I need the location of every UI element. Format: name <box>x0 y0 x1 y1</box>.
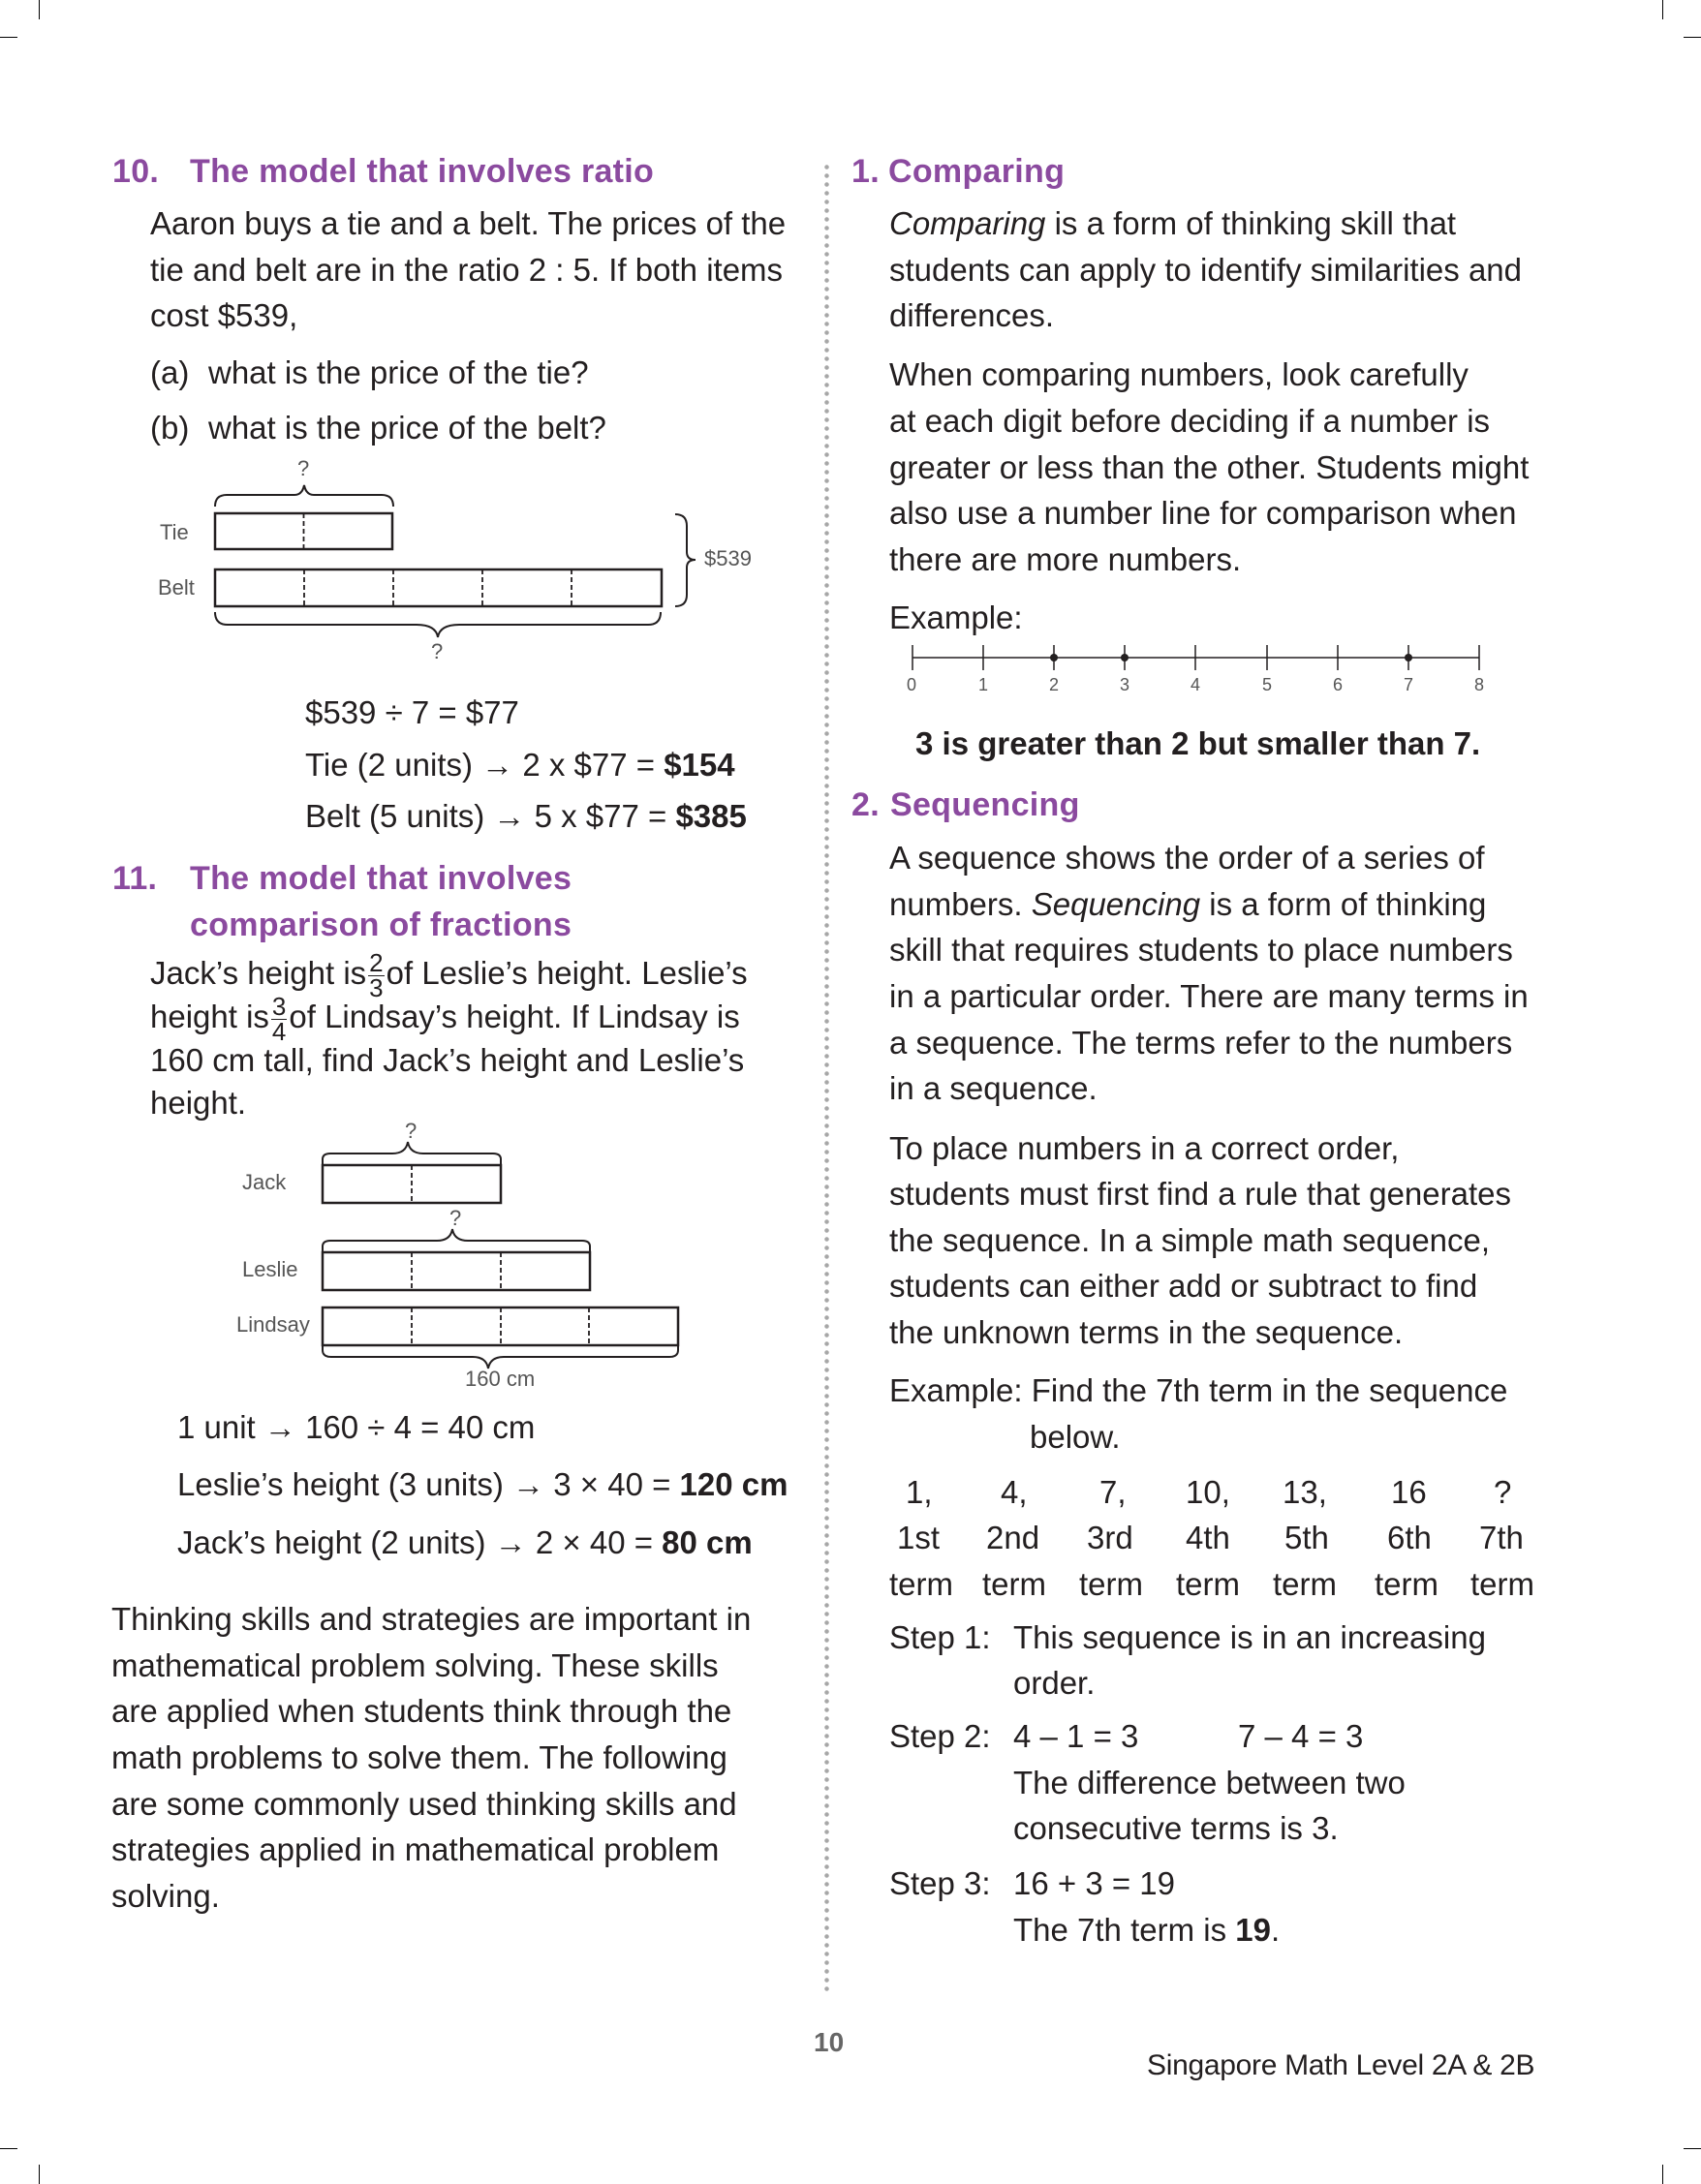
seq-term: term <box>1273 1566 1337 1602</box>
unknown-jack-label: ? <box>405 1119 418 1143</box>
intro-line: Thinking skills and strategies are important in <box>111 1601 752 1637</box>
s2-italic-term: Sequencing <box>1031 886 1201 922</box>
q10-text-line: Aaron buys a tie and a belt. The prices of the <box>150 205 787 241</box>
q11-text: height is <box>150 998 269 1034</box>
tick-label: 2 <box>1049 675 1060 694</box>
q10-part-a-label: (a) <box>150 354 190 390</box>
seq-value: 16 <box>1391 1474 1427 1510</box>
s2-p2-line: students must first find a rule that generates <box>889 1176 1512 1212</box>
step3-eq: 16 + 3 = 19 <box>1013 1865 1175 1901</box>
fraction-two-thirds <box>368 948 384 1002</box>
book-title: Singapore Math Level 2A & 2B <box>1147 2049 1535 2081</box>
s2-p2-line: the sequence. In a simple math sequence, <box>889 1222 1491 1258</box>
s2-p1-line: in a sequence. <box>889 1070 1098 1106</box>
unknown-belt-label: ? <box>431 639 444 663</box>
unknown-leslie-label: ? <box>449 1206 462 1230</box>
tick-label: 8 <box>1474 675 1485 694</box>
seq-term: term <box>1079 1566 1143 1602</box>
intro-line: mathematical problem solving. These skills <box>111 1647 719 1683</box>
s2-p1-line: A sequence shows the order of a series of <box>889 840 1485 876</box>
step3-suffix: . <box>1270 1912 1281 1948</box>
seq-ordinal: 4th <box>1186 1520 1230 1555</box>
s1-title: Comparing <box>888 153 1066 190</box>
tick-label: 7 <box>1404 675 1414 694</box>
s2-text: is a form of thinking <box>1200 886 1487 922</box>
s2-p1-line: a sequence. The terms refer to the numbers <box>889 1025 1513 1061</box>
s2-p1-line: in a particular order. There are many terms in <box>889 978 1529 1014</box>
q10-solution-line1: $539 ÷ 7 = $77 <box>305 694 519 730</box>
q11-solution-line2 <box>177 1468 788 1500</box>
q10-tie-calc: Tie (2 units) → 2 x $77 = <box>305 747 665 783</box>
seq-term: term <box>1470 1566 1534 1602</box>
point-3 <box>1121 654 1129 661</box>
fraction-numerator: 2 <box>369 948 384 977</box>
s1-conclusion: 3 is greater than 2 but smaller than 7. <box>915 725 1481 761</box>
tie-label: Tie <box>160 520 189 544</box>
q11-jack-answer: 80 cm <box>662 1524 753 1560</box>
s2-p2-line: the unknown terms in the sequence. <box>889 1314 1404 1350</box>
q11-text-line <box>150 948 748 1002</box>
q11-solution-line3 <box>177 1526 753 1558</box>
seq-value: 1, <box>906 1474 933 1510</box>
q11-text: of Lindsay’s height. If Lindsay is <box>289 998 740 1034</box>
crop-mark <box>1662 0 1663 19</box>
column-divider <box>824 163 829 1993</box>
crop-mark <box>1684 37 1701 38</box>
number-line <box>0 0 1 1</box>
q11-title-line2: comparison of fractions <box>190 907 572 943</box>
fraction-denominator: 3 <box>369 972 384 1002</box>
crop-mark <box>1684 2148 1701 2149</box>
lindsay-label: Lindsay <box>236 1312 310 1337</box>
crop-mark <box>39 2165 40 2184</box>
q11-number: 11. <box>112 860 158 897</box>
seq-term: term <box>1176 1566 1240 1602</box>
step3-label: Step 3: <box>889 1865 991 1901</box>
step2-text: consecutive terms is 3. <box>1013 1810 1339 1846</box>
tick-label: 6 <box>1333 675 1344 694</box>
crop-mark <box>0 2148 17 2149</box>
step1-text: order. <box>1013 1665 1096 1701</box>
step3-answer: 19 <box>1235 1912 1271 1948</box>
seq-ordinal: 3rd <box>1087 1520 1133 1555</box>
s2-example-line2: below. <box>1030 1419 1121 1455</box>
q10-solution-line3 <box>305 800 747 832</box>
q10-text-line: tie and belt are in the ratio 2 : 5. If both items <box>150 252 784 288</box>
q10-part-b-label: (b) <box>150 410 190 446</box>
belt-label: Belt <box>158 575 195 600</box>
fraction-three-quarters <box>271 992 287 1046</box>
s1-example-label: Example: <box>889 600 1023 635</box>
seq-ordinal: 6th <box>1387 1520 1432 1555</box>
seq-ordinal: 2nd <box>986 1520 1040 1555</box>
q10-text-line: cost $539, <box>150 297 298 333</box>
s2-text: numbers. <box>889 886 1032 922</box>
seq-value: 7, <box>1099 1474 1127 1510</box>
q11-leslie-answer: 120 cm <box>679 1466 789 1502</box>
q11-text: Jack’s height is <box>150 954 367 991</box>
q10-tie-answer: $154 <box>664 747 735 783</box>
seq-term: term <box>1375 1566 1438 1602</box>
q10-belt-calc: Belt (5 units) → 5 x $77 = <box>305 798 676 834</box>
intro-line: math problems to solve them. The following <box>111 1739 727 1775</box>
s1-p1-line <box>889 207 1456 239</box>
seq-value: 13, <box>1283 1474 1327 1510</box>
seq-ordinal: 1st <box>897 1520 941 1555</box>
s2-p2-line: students can either add or subtract to find <box>889 1268 1478 1304</box>
q11-solution-line1: 1 unit → 160 ÷ 4 = 40 cm <box>177 1409 536 1445</box>
q10-number: 10. <box>112 153 160 190</box>
tick-label: 0 <box>907 675 917 694</box>
s1-p2-line: When comparing numbers, look carefully <box>889 356 1469 392</box>
leslie-label: Leslie <box>242 1257 298 1281</box>
tick-label: 4 <box>1191 675 1201 694</box>
s1-p1-line: students can apply to identify similarities and <box>889 252 1523 288</box>
q11-text-line: 160 cm tall, find Jack’s height and Leslie’s <box>150 1042 745 1078</box>
s1-p2-line: there are more numbers. <box>889 541 1242 577</box>
q11-jack-calc: Jack’s height (2 units) → 2 × 40 = <box>177 1524 663 1560</box>
s1-italic-term: Comparing <box>889 205 1046 241</box>
s2-p1-line <box>889 888 1486 920</box>
s1-p2-line: at each digit before deciding if a number is <box>889 403 1491 439</box>
point-7 <box>1405 654 1412 661</box>
point-2 <box>1050 654 1058 661</box>
q11-text-line <box>150 992 740 1046</box>
s2-number: 2. <box>851 786 880 823</box>
s1-p1-line: differences. <box>889 297 1054 333</box>
crop-mark <box>1662 2165 1663 2184</box>
unknown-tie-label: ? <box>297 456 310 480</box>
tick-label: 5 <box>1262 675 1273 694</box>
intro-line: solving. <box>111 1878 220 1914</box>
q11-text: of Leslie’s height. Leslie’s <box>386 954 748 991</box>
step2-text: The difference between two <box>1013 1765 1406 1800</box>
step1-text: This sequence is in an increasing <box>1013 1619 1486 1655</box>
s1-number: 1. <box>851 153 880 190</box>
step2-label: Step 2: <box>889 1718 991 1754</box>
seq-value: 4, <box>1001 1474 1028 1510</box>
fraction-denominator: 4 <box>271 1016 287 1046</box>
crop-mark <box>0 37 17 38</box>
seq-value: 10, <box>1186 1474 1230 1510</box>
seq-value: ? <box>1494 1474 1512 1510</box>
s2-example-line1: Example: Find the 7th term in the sequence <box>889 1372 1508 1408</box>
tick-label: 3 <box>1120 675 1130 694</box>
tick-label: 1 <box>978 675 989 694</box>
step3-text <box>1013 1914 1280 1946</box>
q10-solution-line2 <box>305 749 735 781</box>
step1-label: Step 1: <box>889 1619 991 1655</box>
intro-line: are applied when students think through the <box>111 1693 732 1729</box>
intro-line: are some commonly used thinking skills and <box>111 1786 737 1822</box>
q10-belt-answer: $385 <box>675 798 747 834</box>
s2-p2-line: To place numbers in a correct order, <box>889 1130 1400 1166</box>
jack-label: Jack <box>242 1170 287 1194</box>
s1-p2-line: also use a number line for comparison when <box>889 495 1517 531</box>
seq-ordinal: 7th <box>1479 1520 1524 1555</box>
s2-p1-line: skill that requires students to place numbers <box>889 932 1513 968</box>
seq-ordinal: 5th <box>1284 1520 1329 1555</box>
q11-title-line1: The model that involves <box>190 860 572 897</box>
q11-text-line: height. <box>150 1085 247 1121</box>
total-cost-label: $539 <box>704 546 752 570</box>
q11-leslie-calc: Leslie’s height (3 units) → 3 × 40 = <box>177 1466 680 1502</box>
page-number: 10 <box>814 2027 845 2057</box>
step3-prefix: The 7th term is <box>1013 1912 1236 1948</box>
intro-line: strategies applied in mathematical problem <box>111 1831 720 1867</box>
q10-part-a: what is the price of the tie? <box>208 354 589 390</box>
seq-term: term <box>889 1566 953 1602</box>
s2-title: Sequencing <box>890 786 1080 823</box>
s1-text: is a form of thinking skill that <box>1045 205 1457 241</box>
q10-part-b: what is the price of the belt? <box>208 410 606 446</box>
q10-title: The model that involves ratio <box>190 153 655 190</box>
crop-mark <box>39 0 40 19</box>
lindsay-total-label: 160 cm <box>465 1367 536 1391</box>
seq-term: term <box>982 1566 1046 1602</box>
step2-eq1: 4 – 1 = 3 <box>1013 1718 1139 1754</box>
fraction-numerator: 3 <box>271 992 287 1021</box>
s1-p2-line: greater or less than the other. Students might <box>889 449 1530 485</box>
step2-eq2: 7 – 4 = 3 <box>1238 1718 1364 1754</box>
